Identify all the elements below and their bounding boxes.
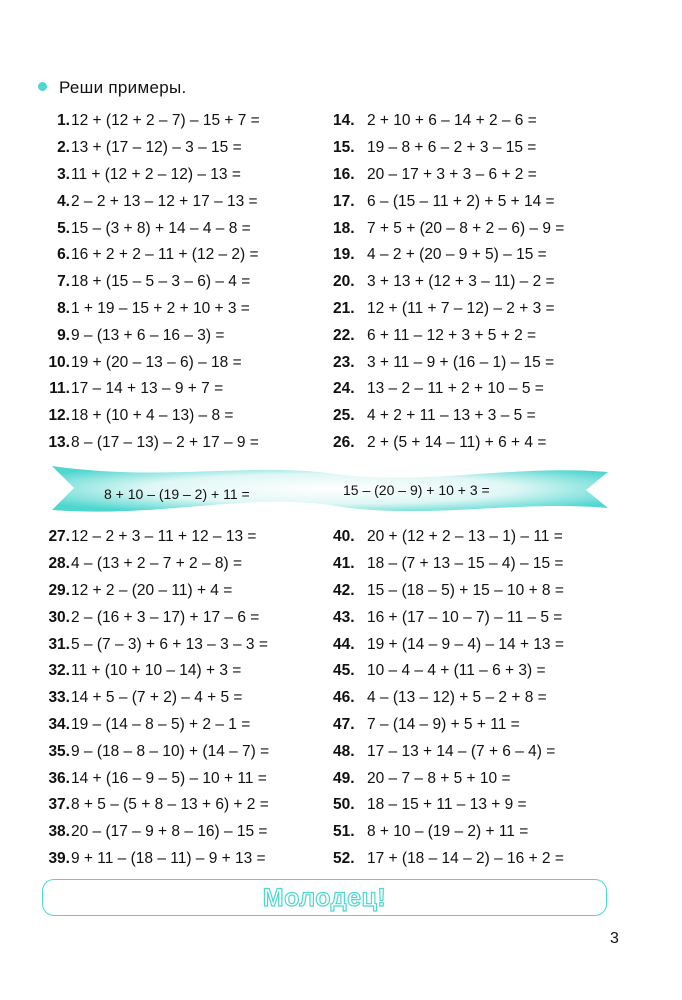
exercise-expression: 19 + (20 – 13 – 6) – 18 = <box>71 353 242 371</box>
exercise-number: 20. <box>333 273 355 291</box>
praise-text: Молодец! <box>262 884 387 912</box>
exercise-row <box>333 296 643 323</box>
exercise-expression: 4 – (13 + 2 – 7 + 2 – 8) = <box>71 555 243 573</box>
exercise-number: 30. <box>48 608 70 626</box>
exercise-number: 11. <box>49 380 70 398</box>
exercise-expression: 16 + (17 – 10 – 7) – 11 – 5 = <box>367 608 563 626</box>
exercise-row <box>333 215 643 242</box>
exercise-expression: 16 + 2 + 2 – 11 + (12 – 2) = <box>71 246 259 264</box>
exercise-row <box>333 135 643 162</box>
exercise-expression: 7 + 5 + (20 – 8 + 2 – 6) – 9 = <box>367 219 565 237</box>
exercise-expression: 6 + 11 – 12 + 3 + 5 + 2 = <box>367 326 537 344</box>
exercise-number: 15. <box>333 139 355 157</box>
exercise-expression: 4 + 2 + 11 – 13 + 3 – 5 = <box>367 407 536 425</box>
exercise-expression: 3 + 11 – 9 + (16 – 1) – 15 = <box>367 353 555 371</box>
exercise-row <box>333 578 643 605</box>
exercise-number: 4. <box>57 192 70 210</box>
exercise-expression: 3 + 13 + (12 + 3 – 11) – 2 = <box>367 273 555 291</box>
exercise-row <box>333 846 643 873</box>
exercise-expression: 2 + (5 + 14 – 11) + 6 + 4 = <box>367 433 547 451</box>
exercise-number: 9. <box>57 326 70 344</box>
exercise-number: 33. <box>48 689 70 707</box>
exercise-row <box>36 403 346 430</box>
exercise-list-bottom-left <box>36 524 346 872</box>
exercise-number: 29. <box>48 581 70 599</box>
exercise-expression: 20 – 17 + 3 + 3 – 6 + 2 = <box>367 165 537 183</box>
exercise-row <box>333 376 643 403</box>
exercise-number: 52. <box>333 849 355 867</box>
exercise-row <box>36 631 346 658</box>
exercise-number: 13. <box>48 433 70 451</box>
exercise-row <box>36 551 346 578</box>
exercise-row <box>36 765 346 792</box>
exercise-number: 23. <box>333 353 355 371</box>
exercise-expression: 20 + (12 + 2 – 13 – 1) – 11 = <box>367 528 563 546</box>
exercise-row <box>36 162 346 189</box>
exercise-expression: 18 – (7 + 13 – 15 – 4) – 15 = <box>367 555 564 573</box>
exercise-row <box>333 162 643 189</box>
exercise-number: 34. <box>48 715 70 733</box>
exercise-number: 31. <box>48 635 70 653</box>
exercise-expression: 14 + (16 – 9 – 5) – 10 + 11 = <box>71 769 267 787</box>
exercise-row <box>333 819 643 846</box>
exercise-row <box>36 658 346 685</box>
exercise-number: 51. <box>333 823 355 841</box>
exercise-row <box>36 524 346 551</box>
exercise-row <box>333 349 643 376</box>
exercise-list-top-right <box>333 108 643 456</box>
exercise-number: 40. <box>333 528 355 546</box>
exercise-expression: 4 – (13 – 12) + 5 – 2 + 8 = <box>367 689 547 707</box>
exercise-row <box>36 712 346 739</box>
exercise-expression: 12 + (12 + 2 – 7) – 15 + 7 = <box>71 112 260 130</box>
exercise-expression: 20 – 7 – 8 + 5 + 10 = <box>367 769 511 787</box>
exercise-expression: 11 + (10 + 10 – 14) + 3 = <box>71 662 242 680</box>
exercise-expression: 18 – 15 + 11 – 13 + 9 = <box>367 796 527 814</box>
exercise-number: 7. <box>57 273 70 291</box>
exercise-expression: 15 – (3 + 8) + 14 – 4 – 8 = <box>71 219 251 237</box>
exercise-expression: 15 – (18 – 5) + 15 – 10 + 8 = <box>367 581 564 599</box>
ribbon-expression-right: 15 – (20 – 9) + 10 + 3 = <box>343 482 490 498</box>
exercise-row <box>36 685 346 712</box>
bullet-icon <box>38 82 47 91</box>
exercise-expression: 2 – 2 + 13 – 12 + 17 – 13 = <box>71 192 258 210</box>
exercise-row <box>333 738 643 765</box>
exercise-expression: 6 – (15 – 11 + 2) + 5 + 14 = <box>367 192 555 210</box>
exercise-expression: 11 + (12 + 2 – 12) – 13 = <box>71 165 241 183</box>
exercise-number: 16. <box>333 165 355 183</box>
exercise-expression: 1 + 19 – 15 + 2 + 10 + 3 = <box>71 299 250 317</box>
exercise-expression: 10 – 4 – 4 + (11 – 6 + 3) = <box>367 662 546 680</box>
exercise-row <box>333 658 643 685</box>
exercise-number: 12. <box>48 407 70 425</box>
exercise-number: 38. <box>48 823 70 841</box>
exercise-row <box>333 712 643 739</box>
exercise-number: 37. <box>48 796 70 814</box>
exercise-expression: 19 – (14 – 8 – 5) + 2 – 1 = <box>71 715 251 733</box>
exercise-row <box>333 631 643 658</box>
exercise-expression: 9 + 11 – (18 – 11) – 9 + 13 = <box>71 849 266 867</box>
exercise-expression: 8 + 10 – (19 – 2) + 11 = <box>367 823 529 841</box>
exercise-expression: 4 – 2 + (20 – 9 + 5) – 15 = <box>367 246 547 264</box>
exercise-row <box>333 524 643 551</box>
exercise-number: 49. <box>333 769 355 787</box>
exercise-row <box>333 430 643 457</box>
exercise-number: 25. <box>333 407 355 425</box>
instruction-text: Реши примеры. <box>59 78 187 97</box>
ribbon-expression-left: 8 + 10 – (19 – 2) + 11 = <box>104 486 250 502</box>
exercise-row <box>36 296 346 323</box>
exercise-number: 39. <box>48 849 70 867</box>
exercise-number: 18. <box>333 219 355 237</box>
exercise-number: 3. <box>57 165 70 183</box>
exercise-expression: 14 + 5 – (7 + 2) – 4 + 5 = <box>71 689 243 707</box>
exercise-expression: 20 – (17 – 9 + 8 – 16) – 15 = <box>71 823 268 841</box>
exercise-expression: 18 + (10 + 4 – 13) – 8 = <box>71 407 234 425</box>
exercise-row <box>333 685 643 712</box>
exercise-number: 46. <box>333 689 355 707</box>
exercise-row <box>36 188 346 215</box>
exercise-expression: 2 – (16 + 3 – 17) + 17 – 6 = <box>71 608 260 626</box>
exercise-number: 22. <box>333 326 355 344</box>
exercise-expression: 19 + (14 – 9 – 4) – 14 + 13 = <box>367 635 564 653</box>
exercise-number: 26. <box>333 433 355 451</box>
exercise-number: 5. <box>57 219 70 237</box>
exercise-row <box>36 430 346 457</box>
exercise-number: 14. <box>333 112 355 130</box>
exercise-number: 8. <box>57 299 70 317</box>
exercise-number: 19. <box>333 246 355 264</box>
exercise-expression: 8 – (17 – 13) – 2 + 17 – 9 = <box>71 433 259 451</box>
exercise-number: 45. <box>333 662 355 680</box>
exercise-row <box>333 551 643 578</box>
exercise-row <box>36 135 346 162</box>
exercise-row <box>333 108 643 135</box>
exercise-row <box>36 376 346 403</box>
exercise-number: 42. <box>333 581 355 599</box>
exercise-expression: 19 – 8 + 6 – 2 + 3 – 15 = <box>367 139 537 157</box>
exercise-row <box>333 188 643 215</box>
exercise-expression: 12 – 2 + 3 – 11 + 12 – 13 = <box>71 528 257 546</box>
exercise-row <box>36 846 346 873</box>
exercise-number: 21. <box>333 299 355 317</box>
exercise-expression: 9 – (13 + 6 – 16 – 3) = <box>71 326 225 344</box>
exercise-row <box>36 738 346 765</box>
exercise-number: 47. <box>333 715 355 733</box>
exercise-expression: 13 – 2 – 11 + 2 + 10 – 5 = <box>367 380 544 398</box>
exercise-number: 43. <box>333 608 355 626</box>
exercise-row <box>333 269 643 296</box>
exercise-row <box>36 215 346 242</box>
exercise-row <box>36 242 346 269</box>
exercise-number: 17. <box>333 192 355 210</box>
exercise-expression: 18 + (15 – 5 – 3 – 6) – 4 = <box>71 273 251 291</box>
exercise-expression: 12 + 2 – (20 – 11) + 4 = <box>71 581 233 599</box>
exercise-expression: 17 + (18 – 14 – 2) – 16 + 2 = <box>367 849 564 867</box>
exercise-number: 48. <box>333 742 355 760</box>
exercise-row <box>333 604 643 631</box>
exercise-number: 27. <box>48 528 70 546</box>
exercise-row <box>36 269 346 296</box>
exercise-row <box>333 322 643 349</box>
exercise-row <box>36 819 346 846</box>
exercise-expression: 7 – (14 – 9) + 5 + 11 = <box>367 715 520 733</box>
exercise-expression: 5 – (7 – 3) + 6 + 13 – 3 – 3 = <box>71 635 268 653</box>
exercise-number: 1. <box>57 112 70 130</box>
exercise-expression: 17 – 13 + 14 – (7 + 6 – 4) = <box>367 742 556 760</box>
exercise-list-bottom-right <box>333 524 643 872</box>
instruction <box>38 78 187 98</box>
exercise-list-top-left <box>36 108 346 456</box>
exercise-expression: 9 – (18 – 8 – 10) + (14 – 7) = <box>71 742 270 760</box>
exercise-number: 41. <box>333 555 355 573</box>
exercise-number: 50. <box>333 796 355 814</box>
exercise-row <box>36 349 346 376</box>
exercise-expression: 2 + 10 + 6 – 14 + 2 – 6 = <box>367 112 537 130</box>
exercise-number: 44. <box>333 635 355 653</box>
exercise-expression: 8 + 5 – (5 + 8 – 13 + 6) + 2 = <box>71 796 269 814</box>
exercise-row <box>36 792 346 819</box>
exercise-row <box>36 604 346 631</box>
exercise-row <box>36 578 346 605</box>
page-number: 3 <box>610 930 619 947</box>
exercise-expression: 17 – 14 + 13 – 9 + 7 = <box>71 380 224 398</box>
exercise-number: 32. <box>48 662 70 680</box>
exercise-number: 24. <box>333 380 355 398</box>
exercise-row <box>36 108 346 135</box>
exercise-row <box>36 322 346 349</box>
exercise-row <box>333 792 643 819</box>
exercise-number: 10. <box>48 353 70 371</box>
exercise-number: 6. <box>57 246 70 264</box>
exercise-number: 2. <box>57 139 70 157</box>
exercise-expression: 12 + (11 + 7 – 12) – 2 + 3 = <box>367 299 555 317</box>
exercise-number: 36. <box>48 769 70 787</box>
exercise-number: 35. <box>48 742 70 760</box>
exercise-row <box>333 403 643 430</box>
exercise-expression: 13 + (17 – 12) – 3 – 15 = <box>71 139 242 157</box>
praise-banner <box>42 879 607 916</box>
exercise-row <box>333 765 643 792</box>
exercise-number: 28. <box>48 555 70 573</box>
exercise-row <box>333 242 643 269</box>
